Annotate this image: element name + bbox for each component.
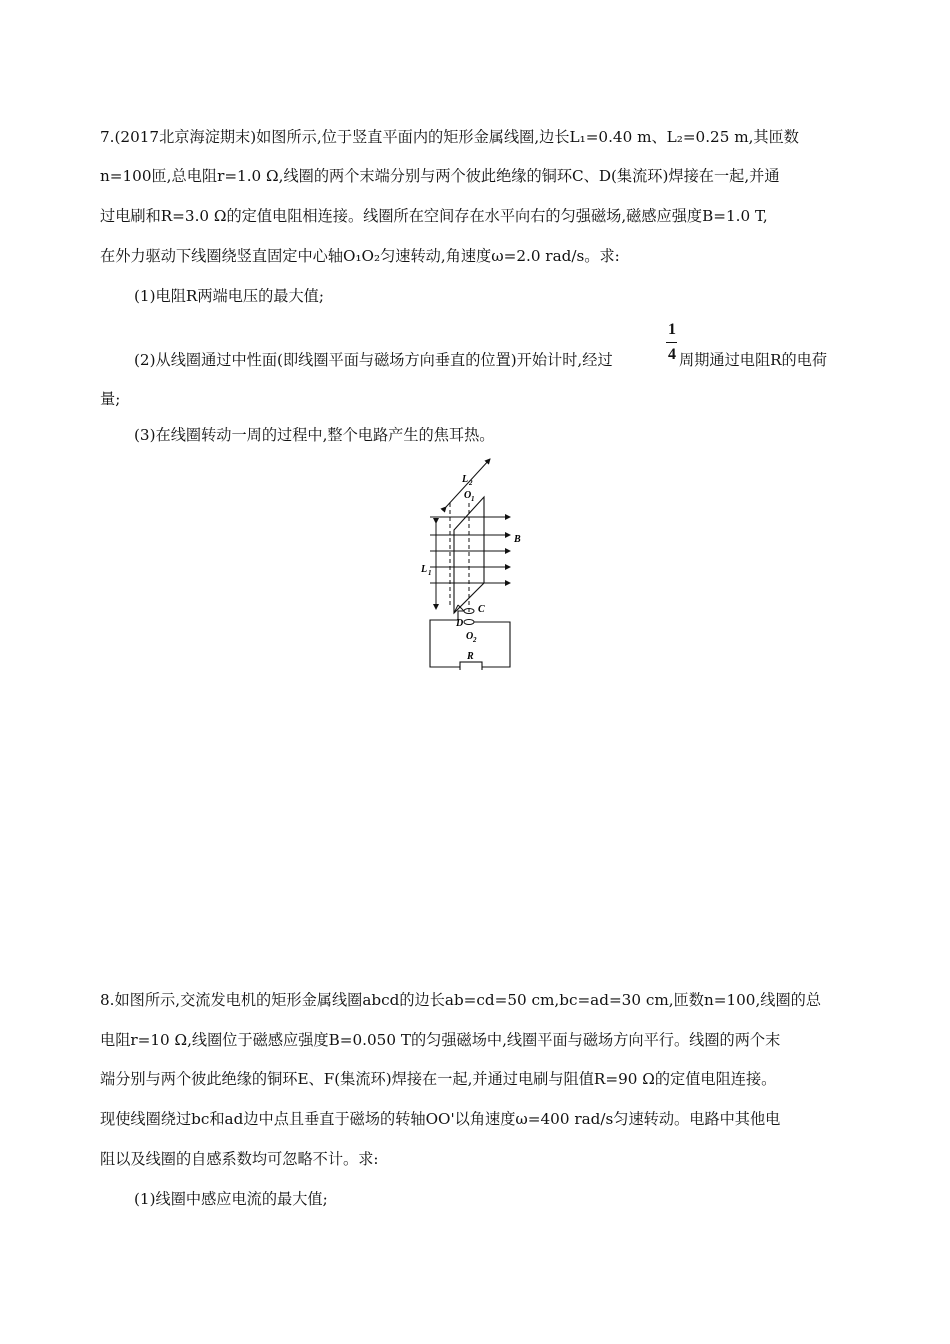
q8-line-4: 现使线圈绕过bc和ad边中点且垂直于磁场的转轴OO'以角速度ω=400 rad/s匀速转动。电路中其他电 [100,1110,781,1128]
q7-part-2-after: 周期通过电阻R的电荷 [679,351,828,369]
q8-part-1: (1)线圈中感应电流的最大值; [134,1190,328,1208]
q7-part-2-cont: 量; [100,390,121,408]
ring-d [464,620,474,625]
resistor-r [460,662,482,670]
label-c: C [478,604,485,615]
coil-diagram-svg [418,455,528,670]
coil-diagram [418,455,528,670]
q7-part-3: (3)在线圈转动一周的过程中,整个电路产生的焦耳热。 [134,426,495,444]
label-l2-sub: 2 [469,479,473,487]
label-o2-sub: 2 [473,636,477,644]
label-d: D [456,618,464,629]
q7-line-4: 在外力驱动下线圈绕竖直固定中心轴O₁O₂匀速转动,角速度ω=2.0 rad/s。求: [100,247,620,265]
field-lines [430,517,510,583]
q7-line-3: 过电刷和R=3.0 Ω的定值电阻相连接。线圈所在空间存在水平向右的匀强磁场,磁感应强度B=1.0 T, [100,207,768,225]
fraction-bar [666,342,677,343]
q8-line-5: 阻以及线圈的自感系数均可忽略不计。求: [100,1150,379,1168]
q8-line-3: 端分别与两个彼此绝缘的铜环E、F(集流环)焊接在一起,并通过电刷与阻值R=90 Ω的定值电阻连接。 [100,1070,777,1088]
q7-line-2: n=100匝,总电阻r=1.0 Ω,线圈的两个末端分别与两个彼此绝缘的铜环C、D(集流环)焊接在一起,并通 [100,167,780,185]
label-o1: O [464,490,472,501]
q7-line-1: 7.(2017北京海淀期末)如图所示,位于竖直平面内的矩形金属线圈,边长L₁=0.40 m、L₂=0.25 m,其匝数 [100,128,799,146]
label-r: R [467,651,474,662]
q7-part-1: (1)电阻R两端电压的最大值; [134,287,324,305]
label-b: B [514,534,521,545]
q7-part-2-before: (2)从线圈通过中性面(即线圈平面与磁场方向垂直的位置)开始计时,经过 [134,351,613,369]
q8-line-2: 电阻r=10 Ω,线圈位于磁感应强度B=0.050 T的匀强磁场中,线圈平面与磁场方向平行。线圈的两个末 [100,1031,781,1049]
label-o1-sub: 1 [471,495,475,503]
q8-line-1: 8.如图所示,交流发电机的矩形金属线圈abcd的边长ab=cd=50 cm,bc=ad=30 cm,匝数n=100,线圈的总 [100,991,822,1009]
label-o2: O [466,631,474,642]
fraction-denominator: 4 [668,346,676,363]
label-l1-sub: 1 [428,569,432,577]
label-l1: L [421,564,428,575]
label-l2: L [462,474,469,485]
fraction-numerator: 1 [668,321,676,338]
